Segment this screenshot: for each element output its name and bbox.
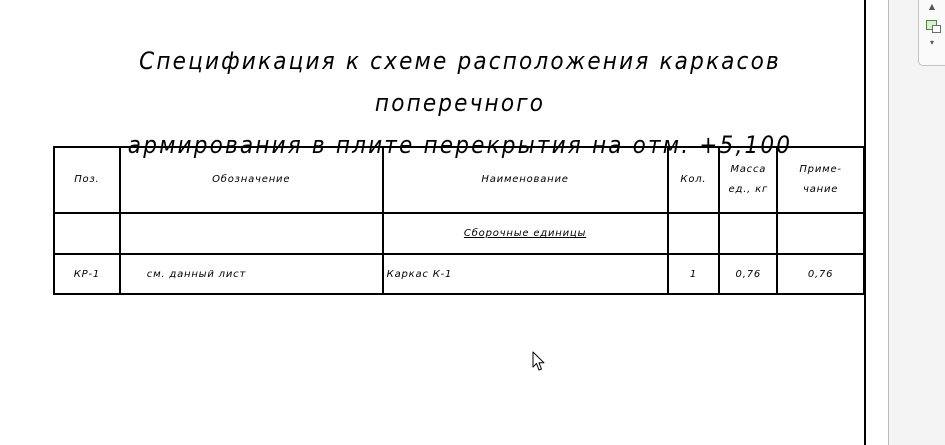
header-mass-line-1: Масса — [730, 164, 767, 175]
table-row — [54, 254, 864, 294]
table-header-row — [54, 147, 864, 213]
table-group-row — [54, 213, 864, 254]
header-note-line-2: чание — [802, 184, 839, 195]
view-mini-toolbar — [918, 0, 945, 66]
header-name: Наименование — [383, 147, 668, 213]
group-cell-empty — [668, 213, 720, 254]
toolbar-expand-button[interactable]: ▲ — [928, 2, 936, 11]
specification-table — [53, 146, 865, 295]
title-line-1: Спецификация к схеме расположения каркасов поперечного — [139, 47, 781, 117]
cell-qty: 1 — [668, 254, 720, 294]
mouse-pointer-icon — [532, 351, 546, 372]
header-mass-line-2: ед., кг — [728, 184, 769, 195]
header-note-line-1: Приме- — [799, 164, 842, 175]
cell-mass: 0,76 — [719, 254, 777, 294]
chevron-down-icon[interactable]: ▾ — [929, 38, 934, 47]
title-line-2: армирования в плите перекрытия на отм. +5,100 — [127, 131, 793, 159]
group-cell-empty — [120, 213, 383, 254]
header-qty: Кол. — [668, 147, 720, 213]
cell-designation: см. данный лист — [120, 254, 383, 294]
group-cell-empty — [777, 213, 864, 254]
cell-name: Каркас К-1 — [383, 254, 668, 294]
group-cell-empty — [719, 213, 777, 254]
group-cell-empty — [54, 213, 120, 254]
header-note — [777, 147, 864, 213]
header-pos: Поз. — [54, 147, 120, 213]
view-toggle-icon-overlay — [932, 25, 941, 33]
view-toggle-button[interactable] — [923, 18, 941, 32]
header-designation: Обозначение — [120, 147, 383, 213]
cell-note: 0,76 — [777, 254, 864, 294]
side-panel — [888, 0, 945, 445]
group-cell-label — [383, 213, 668, 254]
cell-pos: КР-1 — [54, 254, 120, 294]
header-mass — [719, 147, 777, 213]
group-label: Сборочные единицы — [463, 228, 587, 239]
canvas-margin — [866, 0, 888, 445]
